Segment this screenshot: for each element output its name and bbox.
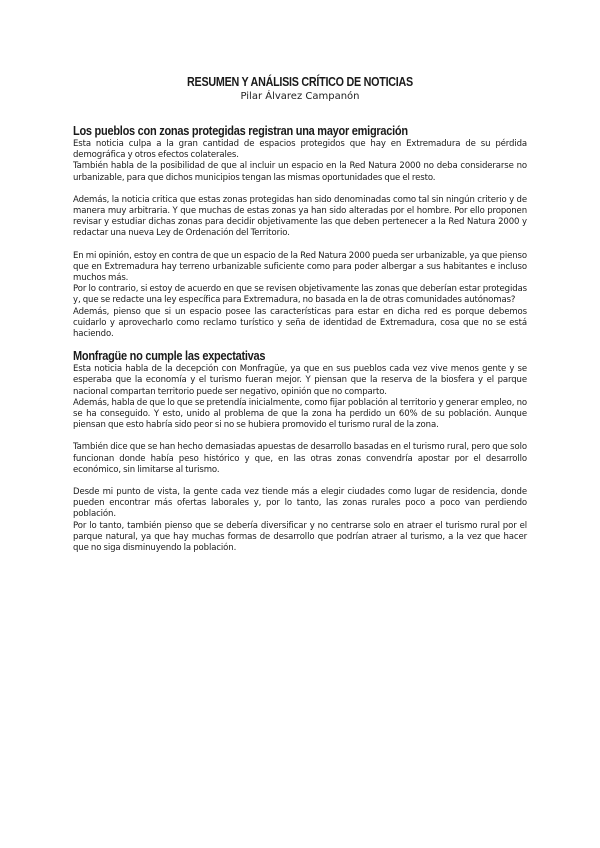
paragraph: Además, pienso que si un espacio posee las características para estar en dicha red es porque debemos cuidarlo y aprovecharlo como reclamo turístico y seña de identidad de Extremadura, cosa que no se está haciendo. <box>73 306 527 340</box>
paragraph: Por lo tanto, también pienso que se debería diversificar y no centrarse solo en atraer el turismo rural por el parque natural, ya que hay muchas formas de desarrollo que podrían atraer al turismo, a la vez que hacer que no siga disminuyendo la población. <box>73 520 527 554</box>
paragraph: También dice que se han hecho demasiadas apuestas de desarrollo basadas en el turismo rural, pero que solo funcionan donde había peso histórico y que, en las otras zonas convendría apostar por el desarrollo económico, sin limitarse al turismo. <box>73 442 527 475</box>
document-page <box>73 74 527 554</box>
paragraph: También habla de la posibilidad de que al incluir un espacio en la Red Natura 2000 no deba considerarse no urbanizable, para que dichos municipios tengan las mismas oportunidades que el resto. <box>73 161 527 183</box>
paragraph: Esta noticia culpa a la gran cantidad de espacios protegidos que hay en Extremadura de su pérdida demográfica y otros efectos colaterales. <box>73 139 527 161</box>
document-title: RESUMEN Y ANÁLISIS CRÍTICO DE NOTICIAS <box>187 75 413 89</box>
section-heading-emigracion: Los pueblos con zonas protegidas registran una mayor emigración <box>73 124 408 138</box>
section-heading-monfrague: Monfragüe no cumple las expectativas <box>73 349 266 364</box>
paragraph: En mi opinión, estoy en contra de que un espacio de la Red Natura 2000 pueda ser urbanizable, ya que pienso que en Extremadura hay terreno urbanizable suficiente como para poder albergar a sus habitantes e incluso muchos más. <box>73 250 527 284</box>
paragraph: Esta noticia habla de la decepción con Monfragüe, ya que en sus pueblos cada vez vive menos gente y se esperaba que la economía y el turismo fueran mejor. Y piensan que la reserva de la biosfera y el parque nacional compartan territorio puede ser negativo, opinión que no comparto. <box>73 364 527 397</box>
paragraph: Desde mi punto de vista, la gente cada vez tiende más a elegir ciudades como lugar de residencia, donde pueden encontrar más ofertas laborales y, por lo tanto, las zonas rurales poco a poco van perdiendo población. <box>73 487 527 520</box>
paragraph: Por lo contrario, si estoy de acuerdo en que se revisen objetivamente las zonas que deberían estar protegidas y, que se redacte una ley específica para Extremadura, no basada en la de otras comunidades autónomas? <box>73 284 527 306</box>
document-author: Pilar Álvarez Campanón <box>240 91 360 102</box>
paragraph: Además, la noticia critica que estas zonas protegidas han sido denominadas como tal sin ningún criterio y de manera muy arbitraria. Y que muchas de estas zonas ya han sido alteradas por el hombre. Por ello proponen revisar y estudiar dichas zonas para decidir objetivamente las que deben pertenecer a la Red Natura 2000 y redactar una nueva Ley de Ordenación del Territorio. <box>73 194 527 239</box>
paragraph: Además, habla de que lo que se pretendía inicialmente, como fijar población al territorio y generar empleo, no se ha conseguido. Y esto, unido al problema de que la zona ha perdido un 60% de su población. Aunque piensan que esto habría sido peor si no se hubiera promovido el turismo rural de la zona. <box>73 397 527 431</box>
